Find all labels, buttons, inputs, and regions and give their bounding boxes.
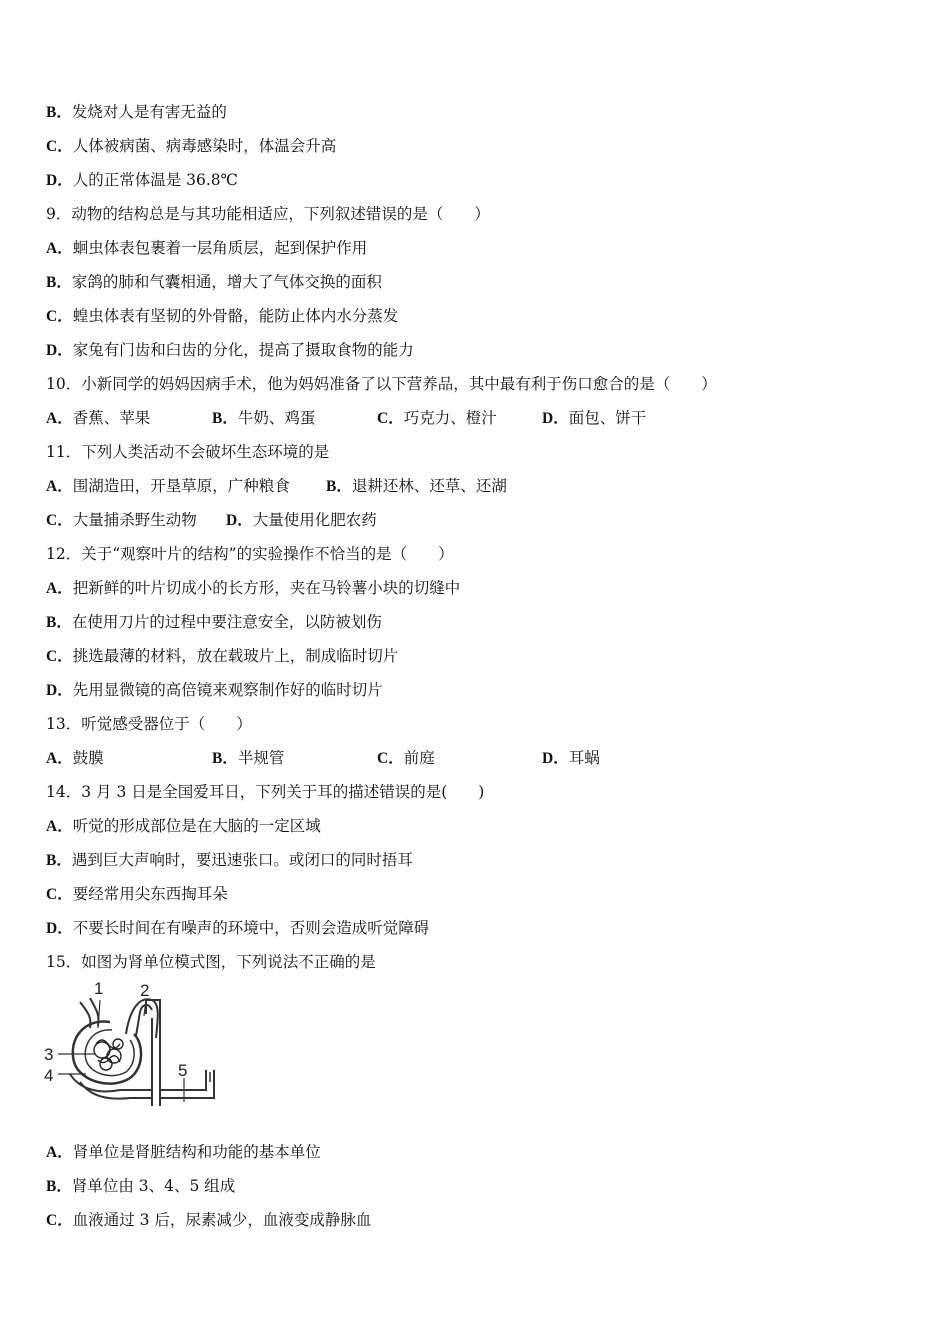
q11-option-b	[326, 476, 507, 497]
option-text: 血液通过 3 后，尿素减少，血液变成静脉血	[72, 1211, 372, 1229]
option-label: C．	[46, 138, 73, 155]
q15-option-c	[46, 1210, 371, 1231]
option-text: 肾单位由 3、4、5 组成	[71, 1177, 236, 1195]
option-text: 家兔有门齿和臼齿的分化，提高了摄取食物的能力	[72, 341, 414, 359]
q8-option-c	[46, 136, 336, 157]
option-text: 要经常用尖东西掏耳朵	[72, 885, 228, 903]
option-text: 家鸽的肺和气囊相通，增大了气体交换的面积	[71, 273, 382, 291]
option-label: A．	[46, 818, 73, 835]
option-text: 把新鲜的叶片切成小的长方形，夹在马铃薯小块的切缝中	[72, 579, 461, 597]
option-label: B．	[46, 852, 72, 869]
q9-option-d	[46, 340, 414, 361]
q10-option-b	[212, 408, 315, 429]
option-text: 香蕉、苹果	[72, 409, 151, 427]
option-text: 人的正常体温是 36.8℃	[72, 171, 238, 189]
option-label: A．	[46, 478, 73, 495]
option-label: B．	[46, 274, 72, 291]
efferent-arteriole	[126, 999, 158, 1038]
option-label: B．	[46, 1178, 72, 1195]
option-text: 肾单位是肾脏结构和功能的基本单位	[72, 1143, 321, 1161]
q11-option-c	[46, 510, 197, 531]
option-text: 面包、饼干	[568, 409, 647, 427]
option-text: 先用显微镜的高倍镜来观察制作好的临时切片	[72, 681, 383, 699]
q14-option-b	[46, 850, 413, 871]
option-label: A．	[46, 750, 73, 767]
option-text: 半规管	[237, 749, 285, 767]
option-label: D．	[46, 682, 73, 699]
q14-option-c	[46, 884, 228, 905]
q10-option-a	[46, 408, 150, 429]
q13-option-b	[212, 748, 284, 769]
option-label: B．	[46, 614, 72, 631]
option-label: B．	[326, 478, 352, 495]
option-text: 在使用刀片的过程中要注意安全，以防被划伤	[71, 613, 382, 631]
option-label: A．	[46, 580, 73, 597]
option-label: B．	[212, 750, 238, 767]
tubule-start	[136, 1005, 152, 1036]
option-label: C．	[377, 750, 404, 767]
q9-stem: 9．动物的结构总是与其功能相适应，下列叙述错误的是（ ）	[46, 205, 490, 223]
q11-stem: 11．下列人类活动不会破坏生态环境的是	[46, 443, 330, 461]
q14-stem: 14．3 月 3 日是全国爱耳日，下列关于耳的描述错误的是( )	[46, 783, 485, 801]
option-label: C．	[46, 308, 73, 325]
q12-stem: 12．关于“观察叶片的结构”的实验操作不恰当的是（ ）	[46, 545, 454, 563]
option-text: 发烧对人是有害无益的	[71, 103, 227, 121]
q10-stem: 10．小新同学的妈妈因病手术，他为妈妈准备了以下营养品，其中最有利于伤口愈合的是（ ）	[46, 375, 717, 393]
option-text: 不要长时间在有噪声的环境中，否则会造成听觉障碍	[72, 919, 430, 937]
q12-option-b	[46, 612, 382, 633]
figure-label-5: 5	[178, 1061, 188, 1080]
q15-stem: 15．如图为肾单位模式图，下列说法不正确的是	[46, 953, 376, 971]
q10-option-d	[542, 408, 646, 429]
q14-option-a	[46, 816, 321, 837]
q11-option-d	[226, 510, 377, 531]
option-label: A．	[46, 410, 73, 427]
option-label: D．	[46, 342, 73, 359]
option-text: 人体被病菌、病毒感染时，体温会升高	[72, 137, 337, 155]
q13-stem: 13．听觉感受器位于（ ）	[46, 715, 252, 733]
option-label: D．	[542, 750, 569, 767]
q14-option-d	[46, 918, 429, 939]
option-label: D．	[542, 410, 569, 427]
option-text: 围湖造田，开垦草原，广种粮食	[72, 477, 290, 495]
option-text: 耳蜗	[568, 749, 600, 767]
option-text: 大量使用化肥农药	[252, 511, 377, 529]
q9-option-a	[46, 238, 367, 259]
option-text: 前庭	[403, 749, 435, 767]
option-label: B．	[212, 410, 238, 427]
q8-option-d	[46, 170, 238, 191]
q10-option-c	[377, 408, 497, 429]
q9-option-c	[46, 306, 398, 327]
option-text: 鼓膜	[72, 749, 104, 767]
option-label: C．	[46, 1212, 73, 1229]
option-label: D．	[46, 172, 73, 189]
figure-label-2: 2	[140, 981, 150, 1000]
q13-option-c	[377, 748, 435, 769]
glomerulus	[94, 1039, 123, 1070]
q12-option-a	[46, 578, 460, 599]
option-text: 挑选最薄的材料，放在载玻片上，制成临时切片	[72, 647, 399, 665]
q9-option-b	[46, 272, 382, 293]
option-text: 退耕还林、还草、还湖	[351, 477, 507, 495]
option-label: B．	[46, 104, 72, 121]
q13-option-a	[46, 748, 104, 769]
nephron-diagram	[40, 978, 220, 1106]
q15-option-b	[46, 1176, 235, 1197]
option-label: D．	[46, 920, 73, 937]
option-label: D．	[226, 512, 253, 529]
q8-option-b	[46, 102, 227, 123]
q13-option-d	[542, 748, 600, 769]
figure-label-3: 3	[44, 1045, 54, 1064]
option-label: C．	[46, 886, 73, 903]
option-label: C．	[46, 648, 73, 665]
option-label: C．	[46, 512, 73, 529]
option-text: 大量捕杀野生动物	[72, 511, 197, 529]
option-text: 听觉的形成部位是在大脑的一定区域	[72, 817, 321, 835]
option-text: 牛奶、鸡蛋	[237, 409, 316, 427]
option-text: 蝗虫体表有坚韧的外骨骼，能防止体内水分蒸发	[72, 307, 399, 325]
option-text: 巧克力、橙汁	[403, 409, 497, 427]
option-label: A．	[46, 1144, 73, 1161]
option-label: C．	[377, 410, 404, 427]
option-text: 蛔虫体表包裹着一层角质层，起到保护作用	[72, 239, 368, 257]
option-label: A．	[46, 240, 73, 257]
figure-label-4: 4	[44, 1066, 54, 1085]
figure-label-1: 1	[94, 979, 104, 998]
q11-option-a	[46, 476, 290, 497]
q15-option-a	[46, 1142, 321, 1163]
option-text: 遇到巨大声响时，要迅速张口。或闭口的同时捂耳	[71, 851, 413, 869]
q12-option-c	[46, 646, 398, 667]
q12-option-d	[46, 680, 383, 701]
